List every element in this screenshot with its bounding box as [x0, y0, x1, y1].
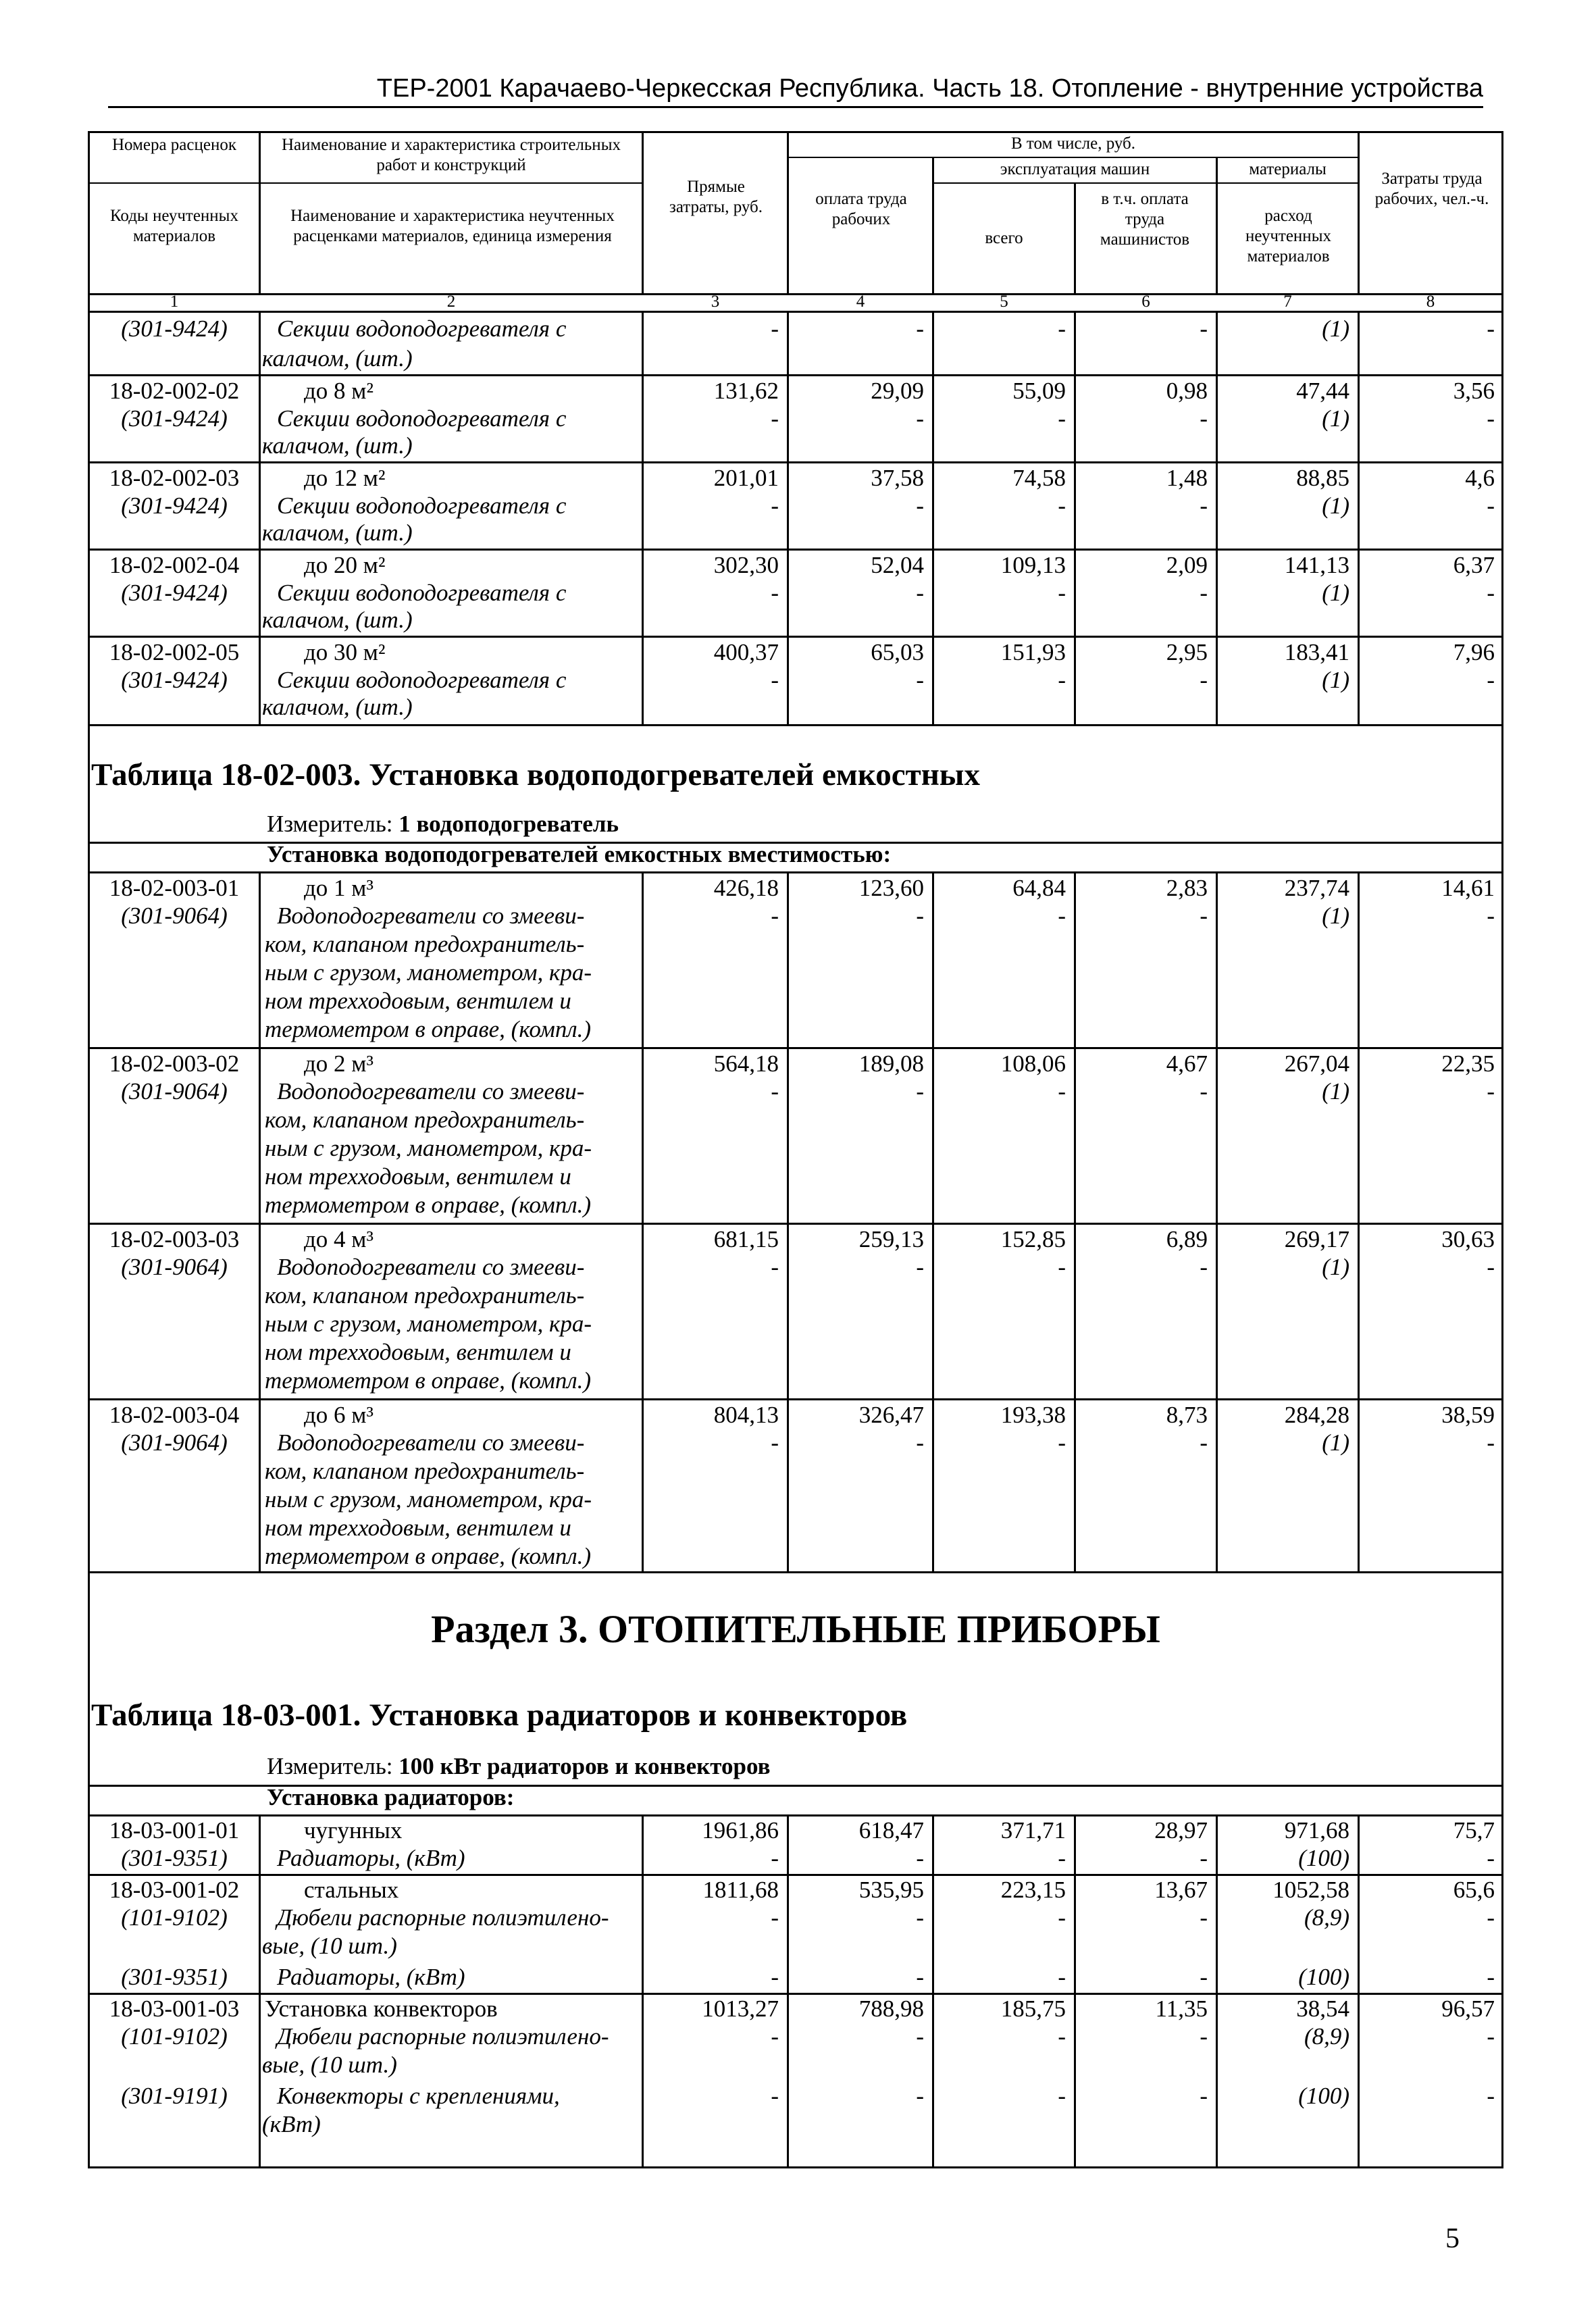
- value-wages: 37,58: [871, 465, 924, 491]
- value-machines: -: [1058, 580, 1066, 606]
- value-direct: 131,62: [713, 378, 779, 404]
- rate-name: Установка конвекторов: [265, 1996, 498, 2022]
- rate-code: 18-02-002-03: [109, 465, 240, 491]
- value-labor: -: [1487, 1078, 1495, 1104]
- value-labor: -: [1487, 1254, 1495, 1280]
- material-desc: Секции водоподогревателя с: [277, 492, 567, 519]
- value-operators: 2,09: [1166, 552, 1208, 578]
- value-materials: 1052,58: [1272, 1877, 1349, 1903]
- value-operators: 0,98: [1166, 378, 1208, 404]
- material-desc: Секции водоподогревателя с: [277, 580, 567, 606]
- value-materials: 971,68: [1284, 1817, 1349, 1844]
- value-machines: 185,75: [1000, 1996, 1066, 2022]
- page-number: 5: [1445, 2223, 1460, 2254]
- material-desc: Секции водоподогревателя с: [277, 667, 567, 693]
- value-labor: 22,35: [1441, 1050, 1495, 1077]
- value-operators: -: [1200, 1904, 1208, 1931]
- value-labor: -: [1487, 1964, 1495, 1990]
- value-labor: -: [1487, 667, 1495, 693]
- value-machines: 109,13: [1000, 552, 1066, 578]
- material-desc: Радиаторы, (кВт): [277, 1964, 465, 1990]
- value-labor: 7,96: [1453, 639, 1495, 665]
- value-operators: 4,67: [1166, 1050, 1208, 1077]
- material-desc: калачом, (шт.): [262, 432, 413, 459]
- material-code: (301-9424): [121, 405, 228, 432]
- value-direct: 302,30: [713, 552, 779, 578]
- value-wages: -: [916, 1904, 924, 1931]
- col-number-3: 3: [711, 293, 720, 311]
- value-machines: 108,06: [1000, 1050, 1066, 1077]
- section-title: Раздел 3. ОТОПИТЕЛЬНЫЕ ПРИБОРЫ: [431, 1607, 1160, 1651]
- rate-code: 18-03-001-03: [109, 1996, 240, 2022]
- col-materials: материалы: [1249, 160, 1327, 178]
- col-unaccounted-materials: расход неучтенных материалов: [1245, 207, 1331, 265]
- material-desc: ном трехходовым, вентилем и: [265, 1339, 571, 1365]
- value-wages: -: [916, 1429, 924, 1456]
- col-number-5: 5: [1000, 293, 1008, 311]
- value-wages: 29,09: [871, 378, 924, 404]
- value-materials: (1): [1322, 580, 1349, 606]
- col-number-8: 8: [1426, 293, 1435, 311]
- value-machines: -: [1058, 2023, 1066, 2050]
- value-wages: -: [916, 1845, 924, 1871]
- material-desc: (кВт): [262, 2111, 321, 2137]
- value-wages: 618,47: [858, 1817, 924, 1844]
- material-desc: термометром в оправе, (компл.): [265, 1016, 592, 1042]
- value-machines: 193,38: [1000, 1402, 1066, 1428]
- value-machines: -: [1058, 405, 1066, 432]
- material-desc: Водоподогреватели со змееви-: [277, 1078, 585, 1104]
- rate-name: до 4 м³: [304, 1226, 374, 1252]
- rate-name: до 12 м²: [304, 465, 386, 491]
- material-code: (301-9064): [121, 1254, 228, 1280]
- material-desc: калачом, (шт.): [262, 519, 413, 546]
- value-materials: 183,41: [1284, 639, 1349, 665]
- value-wages: -: [916, 903, 924, 929]
- value-labor: -: [1487, 315, 1495, 342]
- value-machines: 151,93: [1000, 639, 1066, 665]
- value-wages: -: [916, 2083, 924, 2109]
- value-machines: -: [1058, 1078, 1066, 1104]
- value-direct: 400,37: [713, 639, 779, 665]
- col-number-4: 4: [856, 293, 865, 311]
- value-labor: 30,63: [1441, 1226, 1495, 1252]
- value-materials: 141,13: [1284, 552, 1349, 578]
- value-wages: 326,47: [858, 1402, 924, 1428]
- value-machines: -: [1058, 315, 1066, 342]
- value-labor: -: [1487, 1429, 1495, 1456]
- value-machines: 55,09: [1012, 378, 1066, 404]
- material-desc: ным с грузом, манометром, кра-: [265, 1311, 592, 1337]
- value-materials: (100): [1298, 1845, 1349, 1871]
- col-worker-wages: оплата труда рабочих: [815, 190, 907, 228]
- value-direct: -: [771, 667, 779, 693]
- col-operator-wages: в т.ч. оплата труда машинистов: [1100, 190, 1190, 249]
- value-direct: -: [771, 492, 779, 519]
- value-operators: 2,95: [1166, 639, 1208, 665]
- value-labor: -: [1487, 580, 1495, 606]
- value-operators: -: [1200, 2023, 1208, 2050]
- material-code: (301-9064): [121, 903, 228, 929]
- rate-code: 18-02-003-01: [109, 875, 240, 901]
- value-operators: -: [1200, 1964, 1208, 1990]
- value-materials: (1): [1322, 405, 1349, 432]
- col-direct-costs: Прямые затраты, руб.: [669, 178, 763, 216]
- rate-code: 18-02-002-05: [109, 639, 240, 665]
- value-wages: 65,03: [871, 639, 924, 665]
- material-desc: Дюбели распорные полиэтилено-: [277, 1904, 609, 1931]
- rate-code: 18-02-003-02: [109, 1050, 240, 1077]
- value-materials: (8,9): [1304, 1904, 1349, 1931]
- value-operators: -: [1200, 580, 1208, 606]
- rate-code: 18-03-001-02: [109, 1877, 240, 1903]
- value-operators: 2,83: [1166, 875, 1208, 901]
- value-operators: -: [1200, 667, 1208, 693]
- material-desc: Секции водоподогревателя с: [277, 405, 567, 432]
- value-machines: 74,58: [1012, 465, 1066, 491]
- value-materials: 269,17: [1284, 1226, 1349, 1252]
- col-material-name: Наименование и характеристика неучтенных расценками материалов, единица измерения: [290, 207, 615, 245]
- value-direct: -: [771, 2023, 779, 2050]
- value-materials: 267,04: [1284, 1050, 1349, 1077]
- material-desc: калачом, (шт.): [262, 345, 413, 372]
- value-wages: -: [916, 315, 924, 342]
- value-wages: -: [916, 405, 924, 432]
- material-code: (101-9102): [121, 2023, 228, 2050]
- measure-unit: Измеритель: 1 водоподогреватель: [267, 811, 619, 837]
- value-labor: -: [1487, 903, 1495, 929]
- value-machines: -: [1058, 1904, 1066, 1931]
- col-number-7: 7: [1283, 293, 1292, 311]
- material-code: (301-9351): [121, 1964, 228, 1990]
- rate-name: до 2 м³: [304, 1050, 374, 1077]
- material-code: (301-9191): [121, 2083, 228, 2109]
- material-code: (301-9064): [121, 1429, 228, 1456]
- value-wages: -: [916, 1078, 924, 1104]
- material-desc: термометром в оправе, (компл.): [265, 1192, 592, 1218]
- value-wages: 52,04: [871, 552, 924, 578]
- material-desc: ном трехходовым, вентилем и: [265, 988, 571, 1014]
- material-code: (301-9424): [121, 492, 228, 519]
- value-machines: -: [1058, 1254, 1066, 1280]
- rate-name: стальных: [304, 1877, 399, 1903]
- value-labor: -: [1487, 1845, 1495, 1871]
- rate-code: 18-02-002-04: [109, 552, 240, 578]
- value-machines: -: [1058, 492, 1066, 519]
- material-desc: вые, (10 шт.): [262, 1933, 397, 1959]
- material-desc: Водоподогреватели со змееви-: [277, 1254, 585, 1280]
- page-header: [108, 64, 1483, 108]
- value-operators: -: [1200, 2083, 1208, 2109]
- value-direct: 564,18: [713, 1050, 779, 1077]
- table-title: Таблица 18-03-001. Установка радиаторов и конвекторов: [91, 1698, 908, 1733]
- material-code: (301-9064): [121, 1078, 228, 1104]
- material-code: (301-9424): [121, 315, 228, 342]
- value-labor: -: [1487, 2023, 1495, 2050]
- material-code: (301-9351): [121, 1845, 228, 1871]
- value-direct: -: [771, 1078, 779, 1104]
- material-code: (101-9102): [121, 1904, 228, 1931]
- rate-name: до 30 м²: [304, 639, 386, 665]
- value-operators: -: [1200, 492, 1208, 519]
- col-number-6: 6: [1141, 293, 1150, 311]
- col-machines: эксплуатация машин: [1000, 160, 1150, 178]
- value-materials: (1): [1322, 667, 1349, 693]
- value-direct: -: [771, 1845, 779, 1871]
- value-materials: 47,44: [1296, 378, 1349, 404]
- value-direct: -: [771, 1904, 779, 1931]
- value-machines: -: [1058, 903, 1066, 929]
- col-machines-total: всего: [985, 229, 1023, 247]
- col-work-name: Наименование и характеристика строительных работ и конструкций: [281, 136, 621, 174]
- value-labor: -: [1487, 405, 1495, 432]
- value-machines: 223,15: [1000, 1877, 1066, 1903]
- value-direct: 681,15: [713, 1226, 779, 1252]
- rate-name: до 6 м³: [304, 1402, 374, 1428]
- material-desc: ном трехходовым, вентилем и: [265, 1515, 571, 1541]
- value-operators: -: [1200, 1254, 1208, 1280]
- material-code: (301-9424): [121, 667, 228, 693]
- value-wages: 189,08: [858, 1050, 924, 1077]
- value-operators: -: [1200, 1078, 1208, 1104]
- value-materials: 284,28: [1284, 1402, 1349, 1428]
- value-direct: 201,01: [713, 465, 779, 491]
- value-wages: -: [916, 1964, 924, 1990]
- value-materials: (1): [1322, 903, 1349, 929]
- value-operators: 13,67: [1154, 1877, 1208, 1903]
- value-direct: 1811,68: [702, 1877, 779, 1903]
- value-operators: -: [1200, 903, 1208, 929]
- value-wages: 788,98: [858, 1996, 924, 2022]
- value-wages: -: [916, 667, 924, 693]
- value-direct: 1013,27: [702, 1996, 779, 2022]
- value-operators: 1,48: [1166, 465, 1208, 491]
- value-materials: 237,74: [1284, 875, 1349, 901]
- rate-name: до 1 м³: [304, 875, 374, 901]
- col-number-2: 2: [446, 293, 456, 311]
- value-labor: -: [1487, 1904, 1495, 1931]
- rate-code: 18-03-001-01: [109, 1817, 240, 1844]
- value-direct: -: [771, 1254, 779, 1280]
- value-labor: 6,37: [1453, 552, 1495, 578]
- value-direct: -: [771, 1964, 779, 1990]
- value-labor: 14,61: [1441, 875, 1495, 901]
- rate-name: чугунных: [304, 1817, 403, 1844]
- value-machines: -: [1058, 1845, 1066, 1871]
- material-desc: ком, клапаном предохранитель-: [265, 1282, 585, 1308]
- value-wages: 123,60: [858, 875, 924, 901]
- value-direct: -: [771, 405, 779, 432]
- value-operators: 11,35: [1155, 1996, 1208, 2022]
- value-machines: -: [1058, 1964, 1066, 1990]
- rate-code: 18-02-003-04: [109, 1402, 240, 1428]
- value-operators: -: [1200, 315, 1208, 342]
- value-operators: -: [1200, 1429, 1208, 1456]
- value-operators: 28,97: [1154, 1817, 1208, 1844]
- value-labor: 75,7: [1453, 1817, 1495, 1844]
- material-desc: ном трехходовым, вентилем и: [265, 1163, 571, 1190]
- material-desc: Дюбели распорные полиэтилено-: [277, 2023, 609, 2050]
- value-materials: (1): [1322, 1254, 1349, 1280]
- material-desc: ком, клапаном предохранитель-: [265, 1458, 585, 1484]
- value-direct: -: [771, 2083, 779, 2109]
- value-wages: -: [916, 1254, 924, 1280]
- material-desc: термометром в оправе, (компл.): [265, 1543, 592, 1569]
- value-direct: -: [771, 1429, 779, 1456]
- material-desc: ным с грузом, манометром, кра-: [265, 959, 592, 986]
- material-desc: Радиаторы, (кВт): [277, 1845, 465, 1871]
- rate-code: 18-02-002-02: [109, 378, 240, 404]
- value-materials: 38,54: [1296, 1996, 1349, 2022]
- material-code: (301-9424): [121, 580, 228, 606]
- material-desc: Водоподогреватели со змееви-: [277, 903, 585, 929]
- value-machines: -: [1058, 2083, 1066, 2109]
- value-direct: 1961,86: [702, 1817, 779, 1844]
- group-title: Установка водоподогревателей емкостных вместимостью:: [267, 841, 892, 867]
- value-wages: 259,13: [858, 1226, 924, 1252]
- value-labor: 4,6: [1465, 465, 1495, 491]
- col-number-1: 1: [170, 293, 179, 311]
- value-operators: 6,89: [1166, 1226, 1208, 1252]
- material-desc: Конвекторы с креплениями,: [277, 2083, 560, 2109]
- value-labor: -: [1487, 492, 1495, 519]
- value-wages: 535,95: [858, 1877, 924, 1903]
- value-wages: -: [916, 580, 924, 606]
- value-materials: (100): [1298, 1964, 1349, 1990]
- value-machines: 371,71: [1000, 1817, 1066, 1844]
- value-direct: 804,13: [713, 1402, 779, 1428]
- col-rate-number: Номера расценок: [111, 136, 237, 154]
- value-labor: 96,57: [1441, 1996, 1495, 2022]
- value-operators: -: [1200, 405, 1208, 432]
- material-desc: ным с грузом, манометром, кра-: [265, 1135, 592, 1161]
- value-materials: (1): [1322, 1429, 1349, 1456]
- value-materials: (100): [1298, 2083, 1349, 2109]
- rate-code: 18-02-003-03: [109, 1226, 240, 1252]
- material-desc: калачом, (шт.): [262, 607, 413, 633]
- value-machines: -: [1058, 1429, 1066, 1456]
- value-direct: -: [771, 580, 779, 606]
- value-machines: 64,84: [1012, 875, 1066, 901]
- page-header-title: ТЕР-2001 Карачаево-Черкесская Республика. Часть 18. Отопление - внутренние устройства: [376, 74, 1483, 103]
- value-labor: 3,56: [1453, 378, 1495, 404]
- value-materials: (1): [1322, 492, 1349, 519]
- group-title: Установка радиаторов:: [267, 1784, 515, 1810]
- value-machines: -: [1058, 667, 1066, 693]
- col-material-code: Коды неучтенных материалов: [110, 207, 238, 245]
- value-materials: (1): [1322, 315, 1349, 342]
- value-machines: 152,85: [1000, 1226, 1066, 1252]
- value-operators: 8,73: [1166, 1402, 1208, 1428]
- material-desc: калачом, (шт.): [262, 694, 413, 720]
- material-desc: ком, клапаном предохранитель-: [265, 931, 585, 957]
- value-labor: -: [1487, 2083, 1495, 2109]
- value-wages: -: [916, 492, 924, 519]
- value-labor: 38,59: [1441, 1402, 1495, 1428]
- col-labor-costs: Затраты труда рабочих, чел.-ч.: [1374, 170, 1489, 208]
- rate-name: до 8 м²: [304, 378, 374, 404]
- value-wages: -: [916, 2023, 924, 2050]
- value-materials: (1): [1322, 1078, 1349, 1104]
- material-desc: ным с грузом, манометром, кра-: [265, 1486, 592, 1513]
- value-materials: 88,85: [1296, 465, 1349, 491]
- value-direct: 426,18: [713, 875, 779, 901]
- col-group-including: В том числе, руб.: [1010, 134, 1136, 153]
- value-operators: -: [1200, 1845, 1208, 1871]
- material-desc: Водоподогреватели со змееви-: [277, 1429, 585, 1456]
- measure-unit: Измеритель: 100 кВт радиаторов и конвекторов: [267, 1753, 771, 1779]
- material-desc: термометром в оправе, (компл.): [265, 1367, 592, 1394]
- value-direct: -: [771, 903, 779, 929]
- value-direct: -: [771, 315, 779, 342]
- value-labor: 65,6: [1453, 1877, 1495, 1903]
- material-desc: ком, клапаном предохранитель-: [265, 1107, 585, 1133]
- table-title: Таблица 18-02-003. Установка водоподогревателей емкостных: [91, 757, 980, 792]
- material-desc: вые, (10 шт.): [262, 2052, 397, 2078]
- rate-name: до 20 м²: [304, 552, 386, 578]
- material-desc: Секции водоподогревателя с: [277, 315, 567, 342]
- value-materials: (8,9): [1304, 2023, 1349, 2050]
